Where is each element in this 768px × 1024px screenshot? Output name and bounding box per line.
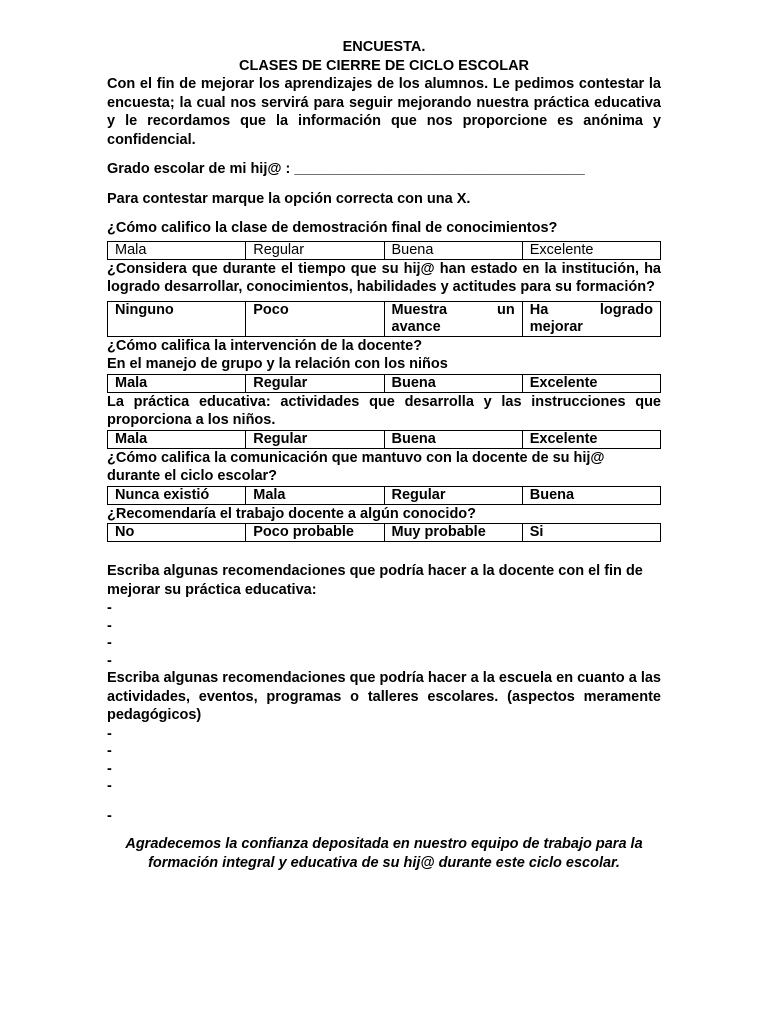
answer-dash: - [107, 725, 112, 742]
answer-dash: - [107, 778, 112, 794]
option-cell[interactable]: Si [522, 524, 660, 542]
question-5-options [107, 523, 661, 542]
intro-paragraph: Con el fin de mejorar los aprendizajes de los alumnos. Le pedimos contestar la encuesta; la cual nos servirá para seguir mejorando nuestra práctica educativa y le recordamos que la información que nos proporcione es anónima y confidencial. [107, 76, 661, 148]
answer-dash: - [107, 617, 112, 634]
question-1-options [107, 241, 661, 260]
option-cell[interactable]: No [108, 524, 246, 542]
school-recommendations-prompt: Escriba algunas recomendaciones que podría hacer a la escuela en cuanto a las actividades, eventos, programas o talleres escolares. (aspectos meramente pedagógicos) [107, 670, 661, 723]
option-cell[interactable]: Regular [246, 374, 384, 392]
question-3-sub-1-options [107, 374, 661, 393]
closing-message: Agradecemos la confianza depositada en nuestro equipo de trabajo para la formación integral y educativa de su hij@ durante este ciclo escolar. [125, 836, 643, 871]
option-cell[interactable]: Ninguno [108, 301, 246, 336]
option-cell[interactable]: Mala [246, 486, 384, 504]
option-cell[interactable]: Regular [246, 241, 384, 259]
question-3: ¿Cómo califica la intervención de la docente? [107, 337, 423, 354]
option-cell[interactable]: Excelente [522, 430, 660, 448]
option-cell[interactable]: Poco [246, 301, 384, 336]
option-cell[interactable]: Mala [108, 430, 246, 448]
grade-line [107, 160, 661, 179]
option-cell[interactable]: Regular [246, 430, 384, 448]
answer-dash: - [107, 743, 112, 759]
document-subtitle: CLASES DE CIERRE DE CICLO ESCOLAR [238, 57, 530, 74]
grade-blank: ____________________________________ [294, 161, 585, 177]
option-cell[interactable]: Buena [384, 374, 522, 392]
answer-dash: - [107, 635, 112, 651]
answer-dash: - [107, 807, 112, 824]
question-1: ¿Cómo califico la clase de demostración final de conocimientos? [107, 220, 558, 236]
option-cell[interactable]: Nunca existió [108, 486, 246, 504]
option-cell[interactable]: Mala [108, 241, 246, 259]
option-cell[interactable]: Muy probable [384, 524, 522, 542]
option-cell[interactable]: Buena [522, 486, 660, 504]
question-3-sub-1: En el manejo de grupo y la relación con los niños [107, 356, 448, 372]
option-cell[interactable]: Excelente [522, 374, 660, 392]
instruction: Para contestar marque la opción correcta con una X. [107, 190, 471, 207]
question-2-options [107, 301, 661, 337]
option-cell[interactable]: Regular [384, 486, 522, 504]
question-3-sub-2: La práctica educativa: actividades que desarrolla y las instrucciones que proporciona a los niños. [107, 393, 661, 428]
grade-label: Grado escolar de mi hij@ : [107, 161, 291, 177]
option-cell[interactable]: Muestra un avance [384, 301, 522, 336]
survey-document [107, 38, 661, 872]
option-cell[interactable]: Buena [384, 430, 522, 448]
question-3-sub-2-options [107, 430, 661, 449]
option-cell[interactable]: Buena [384, 241, 522, 259]
question-4-options [107, 486, 661, 505]
option-cell[interactable]: Poco probable [246, 524, 384, 542]
teacher-recommendations-prompt: Escriba algunas recomendaciones que podría hacer a la docente con el fin de mejorar su práctica educativa: [107, 563, 643, 598]
question-2: ¿Considera que durante el tiempo que su hij@ han estado en la institución, ha logrado desarrollar, conocimientos, habilidades y actitudes para su formación? [107, 260, 661, 295]
question-4: ¿Cómo califica la comunicación que mantuvo con la docente de su hij@ durante el ciclo escolar? [107, 449, 605, 484]
option-cell[interactable]: Ha logrado mejorar [522, 301, 660, 336]
document-title: ENCUESTA. [342, 39, 426, 55]
answer-dash: - [107, 760, 112, 777]
option-cell[interactable]: Mala [108, 374, 246, 392]
question-5: ¿Recomendaría el trabajo docente a algún conocido? [107, 505, 477, 522]
option-cell[interactable]: Excelente [522, 241, 660, 259]
answer-dash: - [107, 600, 112, 616]
answer-dash: - [107, 652, 112, 669]
